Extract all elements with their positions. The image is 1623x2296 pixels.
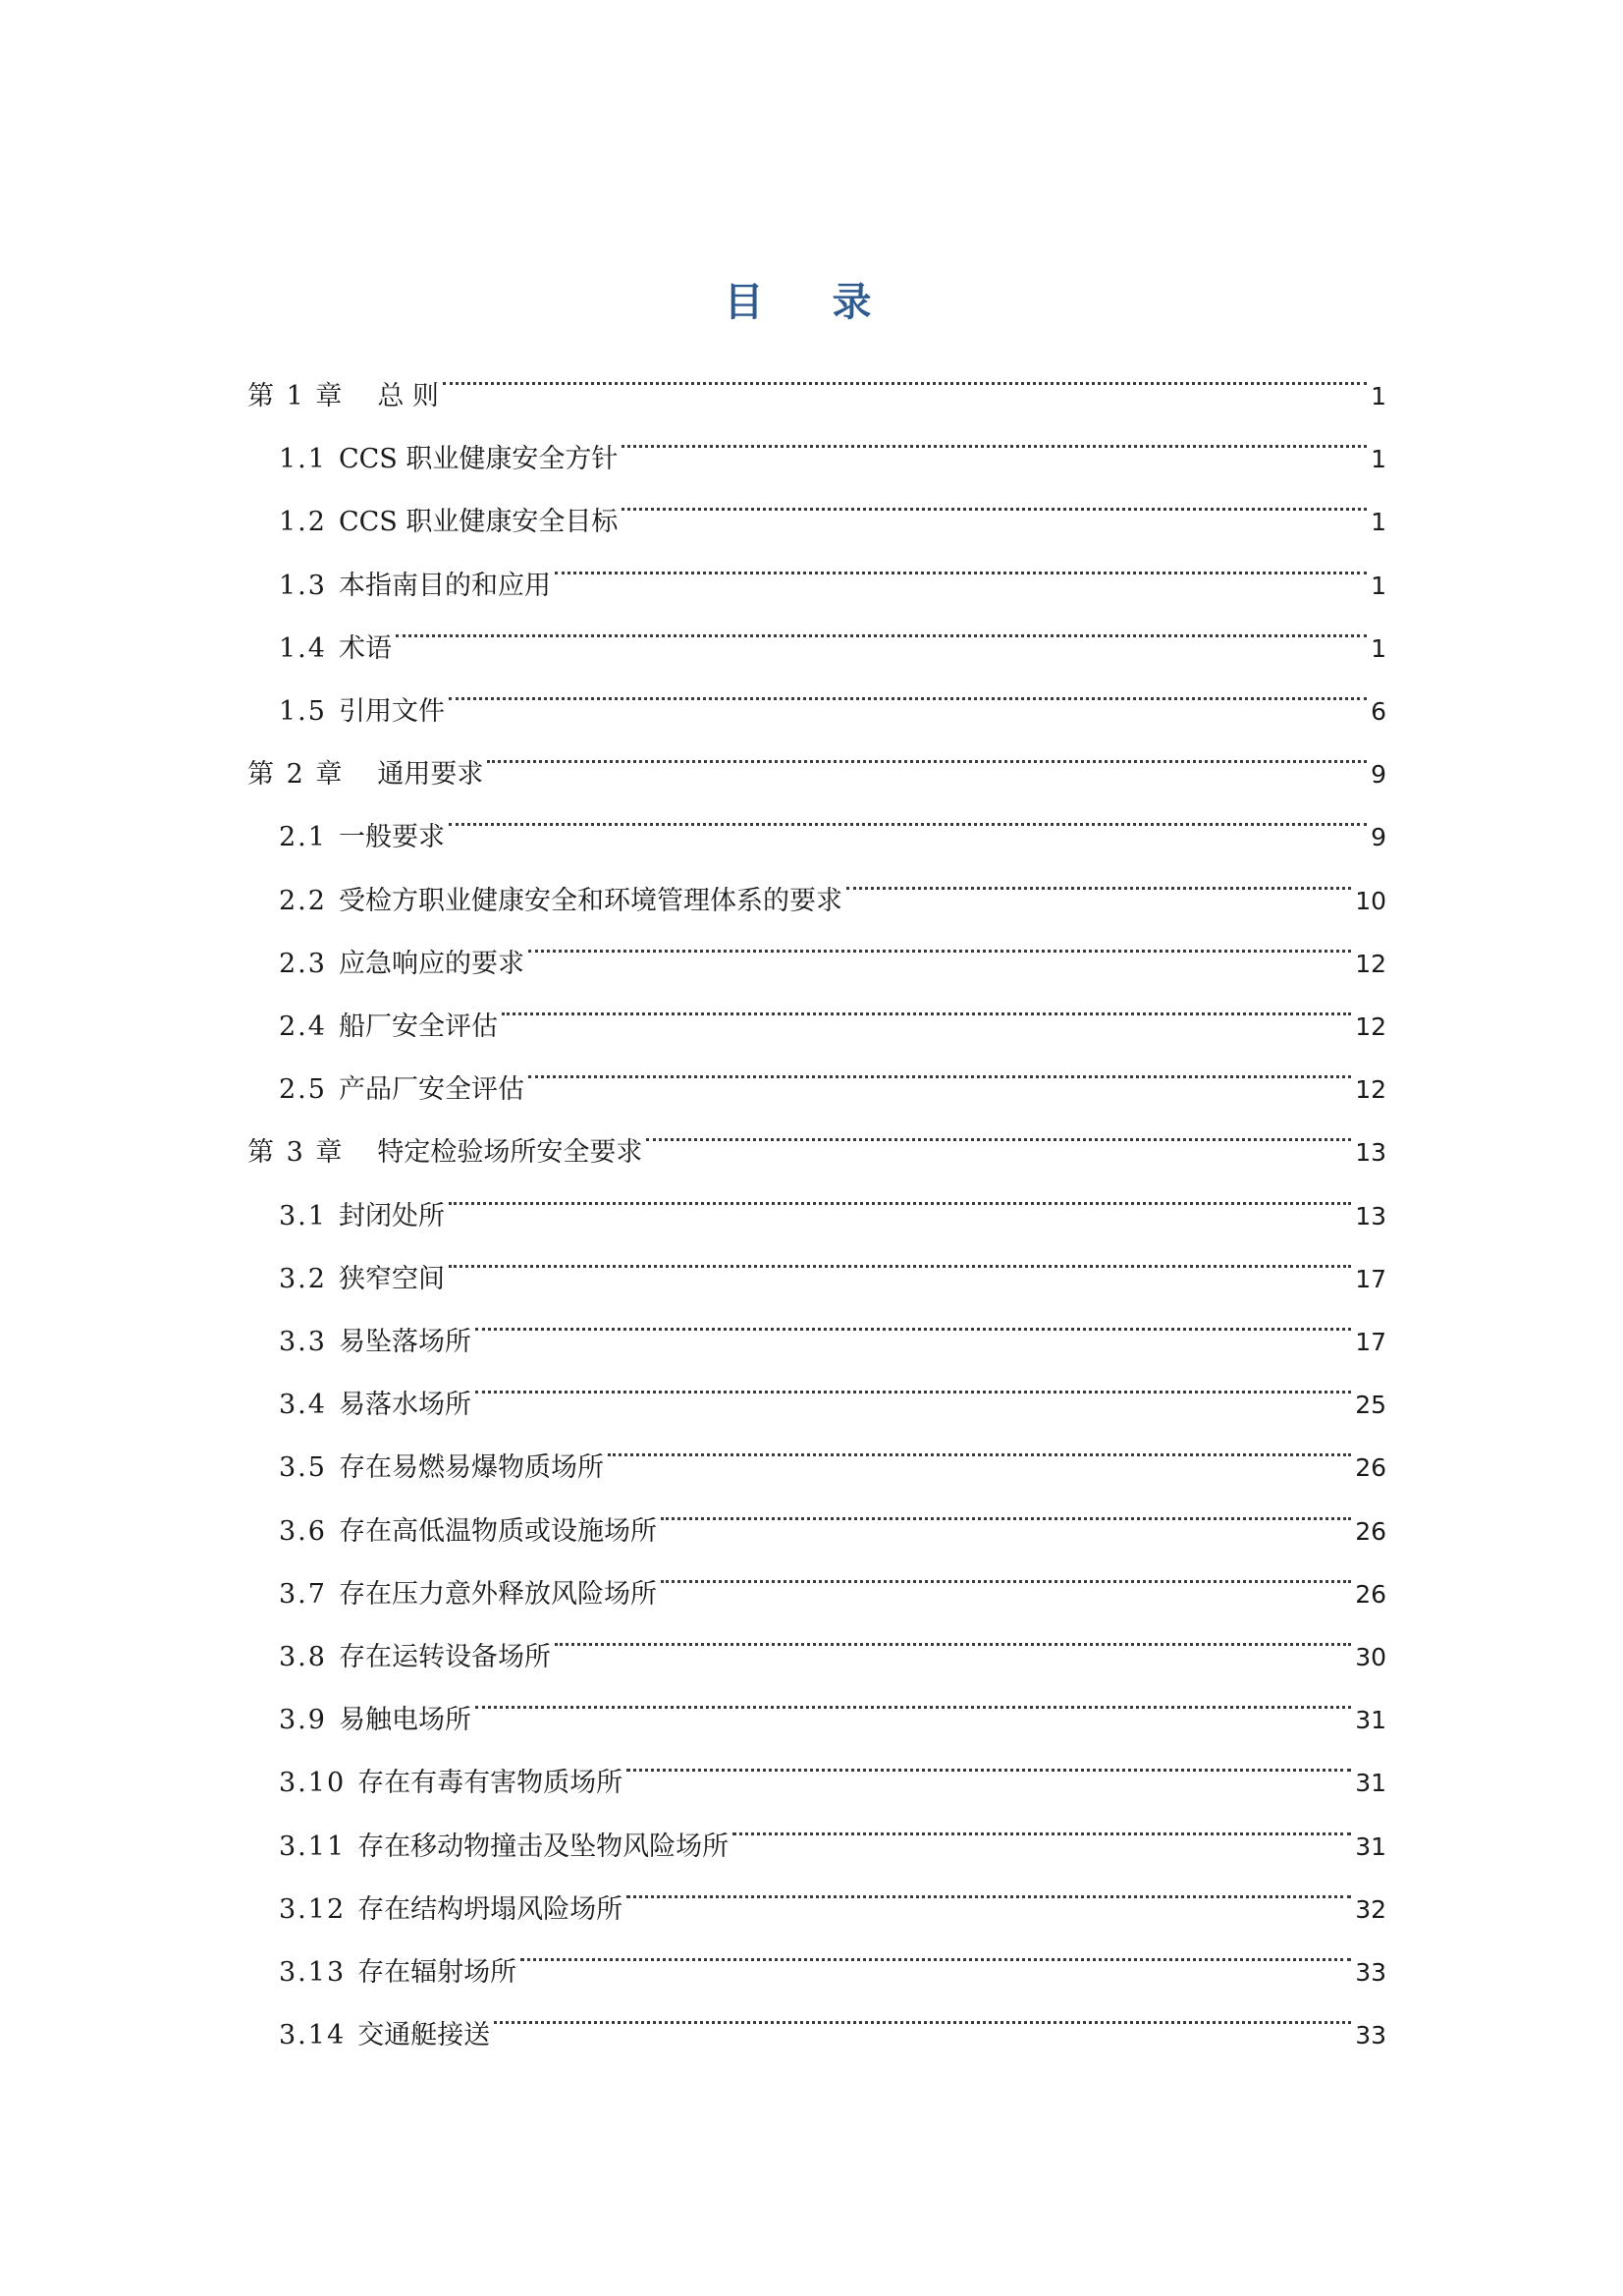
- toc-section-entry[interactable]: [279, 467, 1386, 538]
- toc-entry-number: 3.3: [279, 1327, 327, 1357]
- toc-entry-title: 封闭处所: [338, 1200, 445, 1231]
- toc-entry-number: 3.6: [279, 1515, 327, 1547]
- toc-dot-leader: [528, 1035, 1351, 1098]
- toc-entry-number: 1.1: [279, 444, 327, 475]
- toc-page-number: 31: [1355, 1706, 1386, 1735]
- toc-entry-title: 易落水场所: [338, 1390, 471, 1421]
- toc-entry-title: 存在高低温物质或设施场所: [338, 1515, 657, 1547]
- toc-section-entry[interactable]: [279, 1035, 1386, 1106]
- toc-page-number: 1: [1371, 508, 1386, 537]
- toc-page-number: 12: [1355, 1075, 1386, 1105]
- toc-entry-number: 3.8: [279, 1642, 327, 1672]
- toc-page-number: 12: [1355, 949, 1386, 978]
- toc-section-entry[interactable]: [279, 909, 1386, 979]
- toc-entry-title: 交通艇接送: [357, 2020, 491, 2051]
- toc-entry-number: 3.13: [279, 1957, 347, 1988]
- toc-section-entry[interactable]: [279, 1981, 1386, 2051]
- toc-entry-title: CCS 职业健康安全目标: [338, 507, 619, 538]
- toc-section-entry[interactable]: [279, 1855, 1386, 1925]
- toc-section-entry[interactable]: [279, 972, 1386, 1042]
- toc-entry-number: 1.3: [279, 570, 327, 601]
- toc-dot-leader: [661, 1477, 1351, 1540]
- toc-page-number: 26: [1355, 1453, 1386, 1483]
- toc-chapter-entry[interactable]: [247, 720, 1386, 791]
- toc-dot-leader: [555, 531, 1367, 594]
- toc-section-entry[interactable]: [279, 1350, 1386, 1421]
- toc-page-number: 10: [1355, 886, 1386, 915]
- toc-page-number: 33: [1355, 1958, 1386, 1987]
- toc-entry-number: 3.2: [279, 1263, 327, 1294]
- toc-entry-number: 3.10: [279, 1768, 347, 1799]
- toc-entry-number: 2.5: [279, 1074, 327, 1106]
- toc-section-entry[interactable]: [279, 1540, 1386, 1610]
- toc-chapter-entry[interactable]: [247, 342, 1386, 411]
- toc-section-entry[interactable]: [279, 1792, 1386, 1862]
- toc-entry-title: 术语: [338, 632, 392, 664]
- toc-page-number: 30: [1355, 1643, 1386, 1671]
- toc-entry-number: 3.7: [279, 1578, 327, 1610]
- toc-entry-number: 1.5: [279, 696, 327, 727]
- toc-entry-title: 狭窄空间: [338, 1263, 445, 1294]
- toc-dot-leader: [626, 1728, 1351, 1791]
- toc-entry-title: 产品厂安全评估: [338, 1074, 524, 1106]
- toc-page-number: 17: [1355, 1264, 1386, 1293]
- toc-entry-title: 一般要求: [338, 822, 445, 853]
- toc-page-number: 13: [1355, 1138, 1386, 1168]
- toc-entry-number: 3.1: [279, 1200, 327, 1231]
- toc-dot-leader: [622, 467, 1367, 530]
- toc-section-entry[interactable]: [279, 1225, 1386, 1294]
- toc-dot-leader: [449, 1162, 1351, 1225]
- toc-entry-title: 受检方职业健康安全和环境管理体系的要求: [338, 885, 842, 916]
- toc-page-number: 31: [1355, 1769, 1386, 1798]
- toc-entry-number: 3.5: [279, 1452, 327, 1484]
- toc-entry-number: 1.2: [279, 507, 327, 538]
- toc-dot-leader: [555, 1603, 1351, 1666]
- toc-entry-title: 应急响应的要求: [338, 948, 524, 979]
- toc-entry-number: 2.3: [279, 948, 327, 979]
- toc-section-entry[interactable]: [279, 657, 1386, 727]
- toc-entry-title: 总 则: [377, 381, 439, 411]
- toc-entry-title: 存在结构坍塌风险场所: [357, 1893, 623, 1925]
- toc-dot-leader: [661, 1540, 1351, 1603]
- toc-entry-number: 3.9: [279, 1705, 327, 1736]
- toc-page-number: 25: [1355, 1391, 1386, 1420]
- toc-entry-title: 存在移动物撞击及坠物风险场所: [357, 1831, 730, 1862]
- toc-page-number: 1: [1371, 633, 1386, 663]
- toc-entry-title: 易触电场所: [338, 1705, 471, 1736]
- toc-entry-number: 3.4: [279, 1390, 327, 1421]
- toc-entry-number: 3.14: [279, 2020, 347, 2051]
- toc-section-entry[interactable]: [279, 847, 1386, 916]
- toc-dot-leader: [494, 1981, 1351, 2044]
- toc-dot-leader: [626, 1855, 1351, 1918]
- toc-page-number: 9: [1371, 823, 1386, 852]
- toc-section-entry[interactable]: [279, 1728, 1386, 1799]
- toc-section-entry[interactable]: [279, 1477, 1386, 1547]
- toc-page-number: 26: [1355, 1516, 1386, 1546]
- toc-entry-number: 3.12: [279, 1893, 347, 1925]
- toc-entry-number: 1.4: [279, 632, 327, 664]
- toc-dot-leader: [846, 847, 1351, 909]
- toc-page-number: 1: [1371, 571, 1386, 600]
- toc-section-entry[interactable]: [279, 1666, 1386, 1736]
- toc-dot-leader: [608, 1413, 1351, 1476]
- toc-entry-number: 2.1: [279, 822, 327, 853]
- toc-entry-number: 2.4: [279, 1011, 327, 1042]
- toc-dot-leader: [622, 405, 1367, 467]
- toc-entry-title: 存在有毒有害物质场所: [357, 1768, 623, 1799]
- toc-section-entry[interactable]: [279, 1918, 1386, 1988]
- toc-entry-title: 易坠落场所: [338, 1327, 471, 1357]
- toc-dot-leader: [502, 972, 1351, 1035]
- toc-dot-leader: [449, 1225, 1351, 1287]
- toc-entry-title: 存在压力意外释放风险场所: [338, 1578, 657, 1610]
- page-title: 目 录: [724, 279, 899, 325]
- toc-dot-leader: [475, 1350, 1351, 1413]
- toc-section-entry[interactable]: [279, 594, 1386, 664]
- toc-dot-leader: [396, 594, 1367, 657]
- toc-page-number: 17: [1355, 1328, 1386, 1356]
- toc-entry-title: 特定检验场所安全要求: [377, 1137, 643, 1169]
- toc-entry-title: 通用要求: [377, 759, 484, 791]
- toc-dot-leader: [443, 342, 1367, 405]
- toc-entry-title: 存在运转设备场所: [338, 1642, 551, 1672]
- toc-entry-number: 第 3 章: [247, 1137, 345, 1169]
- toc-entry-title: 存在易燃易爆物质场所: [338, 1452, 604, 1484]
- toc-entry-number: 第 1 章: [247, 381, 345, 411]
- toc-entry-title: 引用文件: [338, 696, 445, 727]
- toc-page-number: 31: [1355, 1831, 1386, 1861]
- toc-section-entry[interactable]: [279, 1287, 1386, 1357]
- toc-page-number: 1: [1371, 445, 1386, 474]
- toc-dot-leader: [487, 720, 1367, 783]
- toc-entry-title: 本指南目的和应用: [338, 570, 551, 601]
- toc-page-number: 33: [1355, 2021, 1386, 2050]
- toc-dot-leader: [646, 1098, 1351, 1161]
- toc-entry-title: CCS 职业健康安全方针: [338, 444, 619, 475]
- toc-dot-leader: [732, 1792, 1351, 1855]
- toc-page-number: 9: [1371, 760, 1386, 790]
- toc-page-number: 32: [1355, 1894, 1386, 1924]
- toc-page-number: 6: [1371, 697, 1386, 726]
- toc-section-entry[interactable]: [279, 1603, 1386, 1672]
- toc-entry-number: 2.2: [279, 885, 327, 916]
- toc-chapter-entry[interactable]: [247, 1098, 1386, 1169]
- toc-section-entry[interactable]: [279, 783, 1386, 853]
- toc-dot-leader: [449, 783, 1367, 846]
- toc-dot-leader: [449, 657, 1367, 720]
- toc-dot-leader: [528, 909, 1351, 972]
- toc-entry-title: 船厂安全评估: [338, 1011, 498, 1042]
- toc-page-number: 26: [1355, 1579, 1386, 1609]
- toc-section-entry[interactable]: [279, 1413, 1386, 1484]
- toc-page-number: 12: [1355, 1012, 1386, 1041]
- toc-entry-number: 第 2 章: [247, 759, 345, 791]
- toc-entry-title: 存在辐射场所: [357, 1957, 517, 1988]
- toc-section-entry[interactable]: [279, 531, 1386, 601]
- toc-page-number: 13: [1355, 1201, 1386, 1230]
- toc-dot-leader: [475, 1287, 1351, 1350]
- toc-dot-leader: [475, 1666, 1351, 1728]
- toc-section-entry[interactable]: [279, 1162, 1386, 1231]
- toc-dot-leader: [520, 1918, 1351, 1981]
- toc-entry-number: 3.11: [279, 1831, 347, 1862]
- toc-section-entry[interactable]: [279, 405, 1386, 475]
- toc-page-number: 1: [1371, 382, 1386, 410]
